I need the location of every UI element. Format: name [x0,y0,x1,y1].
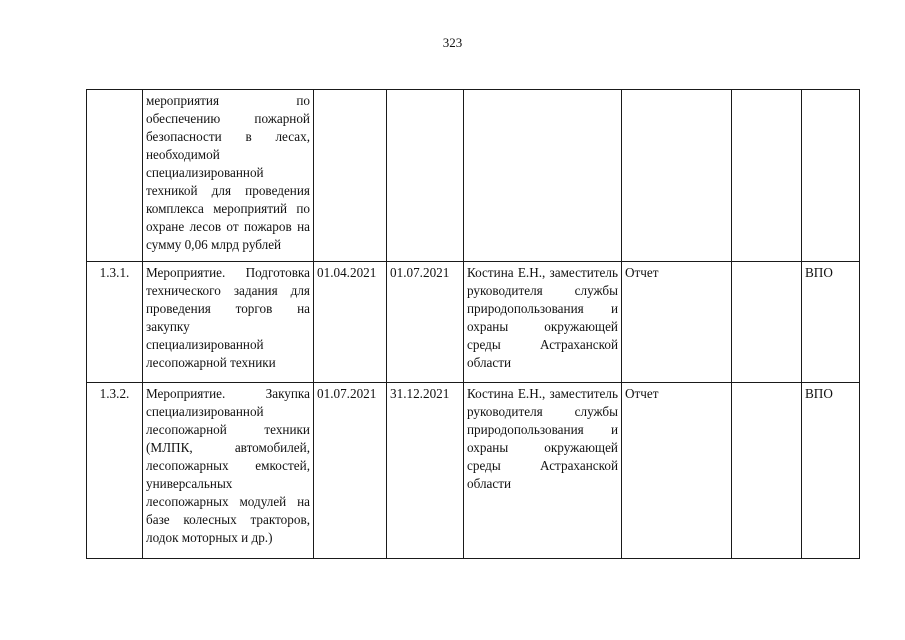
end-date-cell: 01.07.2021 [387,262,464,383]
source-cell [802,90,860,262]
num-cell [87,90,143,262]
result-cell [622,90,732,262]
end-date-cell [387,90,464,262]
responsible-cell: Костина Е.Н., заместитель руководителя службы природопользования и охраны окружающей среды Астраханской области [464,262,622,383]
source-cell: ВПО [802,262,860,383]
end-date-cell: 31.12.2021 [387,383,464,559]
start-date-cell: 01.07.2021 [314,383,387,559]
extra-cell [732,90,802,262]
extra-cell [732,262,802,383]
table-row [87,262,860,383]
result-cell: Отчет [622,383,732,559]
event-cell: Мероприятие. Подготовка технического задания для проведения торгов на закупку специализированной лесопожарной техники [143,262,314,383]
table-row-continuation [87,90,860,262]
start-date-cell [314,90,387,262]
event-cell: Мероприятие. Закупка специализированной лесопожарной техники (МЛПК, автомобилей, лесопожарных емкостей, универсальных лесопожарных модулей на базе колесных тракторов, лодок моторных и др.) [143,383,314,559]
table-row [87,383,860,559]
source-cell: ВПО [802,383,860,559]
plan-table [86,89,860,559]
responsible-cell [464,90,622,262]
event-cell: мероприятия по обеспечению пожарной безопасности в лесах, необходимой специализированной техникой для проведения комплекса мероприятий по охране лесов от пожаров на сумму 0,06 млрд рублей [143,90,314,262]
result-cell: Отчет [622,262,732,383]
num-cell: 1.3.2. [87,383,143,559]
start-date-cell: 01.04.2021 [314,262,387,383]
responsible-cell: Костина Е.Н., заместитель руководителя службы природопользования и охраны окружающей среды Астраханской области [464,383,622,559]
num-cell: 1.3.1. [87,262,143,383]
page-number: 323 [442,35,463,50]
extra-cell [732,383,802,559]
